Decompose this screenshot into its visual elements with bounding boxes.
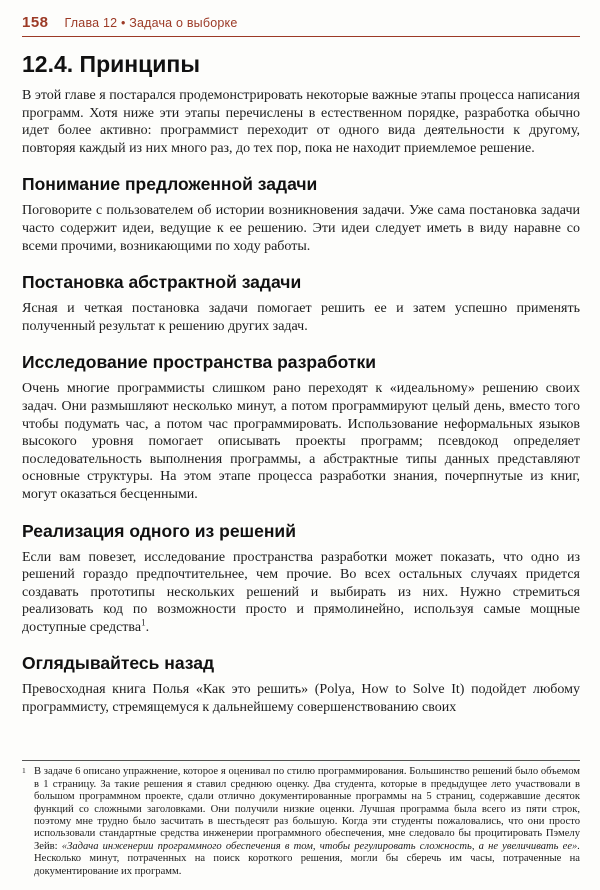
footnote-reference: 1 [141, 617, 146, 628]
footnote-text-post: Несколько минут, потраченных на поиск короткого решения, могли бы сберечь им часы, потраченные на документирование их программ. [34, 853, 580, 877]
paragraph-implementation-tail: . [145, 619, 150, 635]
subheading-understanding: Понимание предложенной задачи [22, 174, 318, 195]
paragraph-abstract-problem: Ясная и четкая постановка задачи помогает решить ее и затем успешно применять полученный результат к решению других задач. [22, 301, 580, 334]
footnote-text [22, 766, 580, 878]
paragraph-design-space: Очень многие программисты слишком рано переходят к «идеальному» решению своих задач. Они размышляют несколько минут, а потом программируют целый день, вместо того чтобы подумать час, а потом час программировать. Использование неформальных языков высокого уровня помогает описывать проекты программ; псевдокод определяет последовательность выполнения программы, а абстрактные типы данных представляют основные структуры. На этом этапе процесса разработки знания, почерпнутые из книг, могут оказаться бесценными. [22, 381, 580, 502]
intro-paragraph: В этой главе я постарался продемонстрировать некоторые важные этапы процесса написания программ. Хотя ниже эти этапы перечислены в естественном порядке, разработка обычно идет более активно: программист переходит от одного вида деятельности к другому, повторяя каждый из них много раз, до тех пор, пока не находит приемлемое решение. [22, 88, 580, 156]
subheading-look-back: Оглядывайтесь назад [22, 653, 215, 674]
footnote-text-pre: В задаче 6 описано упражнение, которое я оценивал по стилю программирования. Большинство решений было объемом в 1 страницу. За такие решения я ставил среднюю оценку. Два студента, которые в предыдущее лето участвовали в большом программном проекте, сдали отлично документированные программы на 5 страниц, содержавшие десяток функций со сложными заголовками. Они получили низкие оценки. Лучшая программа была всего из пяти строк, поэтому мне трудно было засчитать в шестьдесят раз большую. Когда эти студенты пожаловались, что они просто использовали стандартные средства инженерии программного обеспечения, мне следовало бы процитировать Пэмелу Зейв: [34, 766, 580, 852]
section-title: 12.4. Принципы [22, 51, 200, 77]
paragraph-implementation-text: Если вам повезет, исследование пространства разработки может показать, что одно из решений гораздо предпочтительнее, чем прочие. Во всех остальных случаях придется создавать прототипы нескольких решений и выбирать из них. Нужно стремиться реализовать код по возможности просто и прямолинейно, используя самые мощные доступные средства [22, 549, 580, 635]
footnote-marker: 1 [22, 766, 26, 776]
paragraph-implementation [22, 549, 580, 637]
footnote [22, 760, 580, 878]
subheading-abstract-problem: Постановка абстрактной задачи [22, 272, 302, 293]
chapter-title: Глава 12 • Задача о выборке [64, 16, 238, 30]
paragraph-look-back: Превосходная книга Полья «Как это решить» (Polya, How to Solve It) подойдет любому программисту, стремящемуся к дальнейшему совершенствованию своих [22, 682, 580, 716]
paragraph-understanding: Поговорите с пользователем об истории возникновения задачи. Уже сама постановка задачи часто содержит идеи, ведущие к ее решению. Эти идеи следует иметь в виду наравне со всеми прочими, возникающими по ходу работы. [22, 203, 580, 254]
subheading-implementation: Реализация одного из решений [22, 520, 296, 541]
footnote-text-quote: «Задача инженерии программного обеспечения в том, чтобы регулировать сложность, а не увеличивать ее». [61, 840, 580, 852]
page-number: 158 [22, 14, 49, 31]
running-head [22, 14, 580, 37]
subheading-design-space: Исследование пространства разработки [22, 352, 376, 373]
